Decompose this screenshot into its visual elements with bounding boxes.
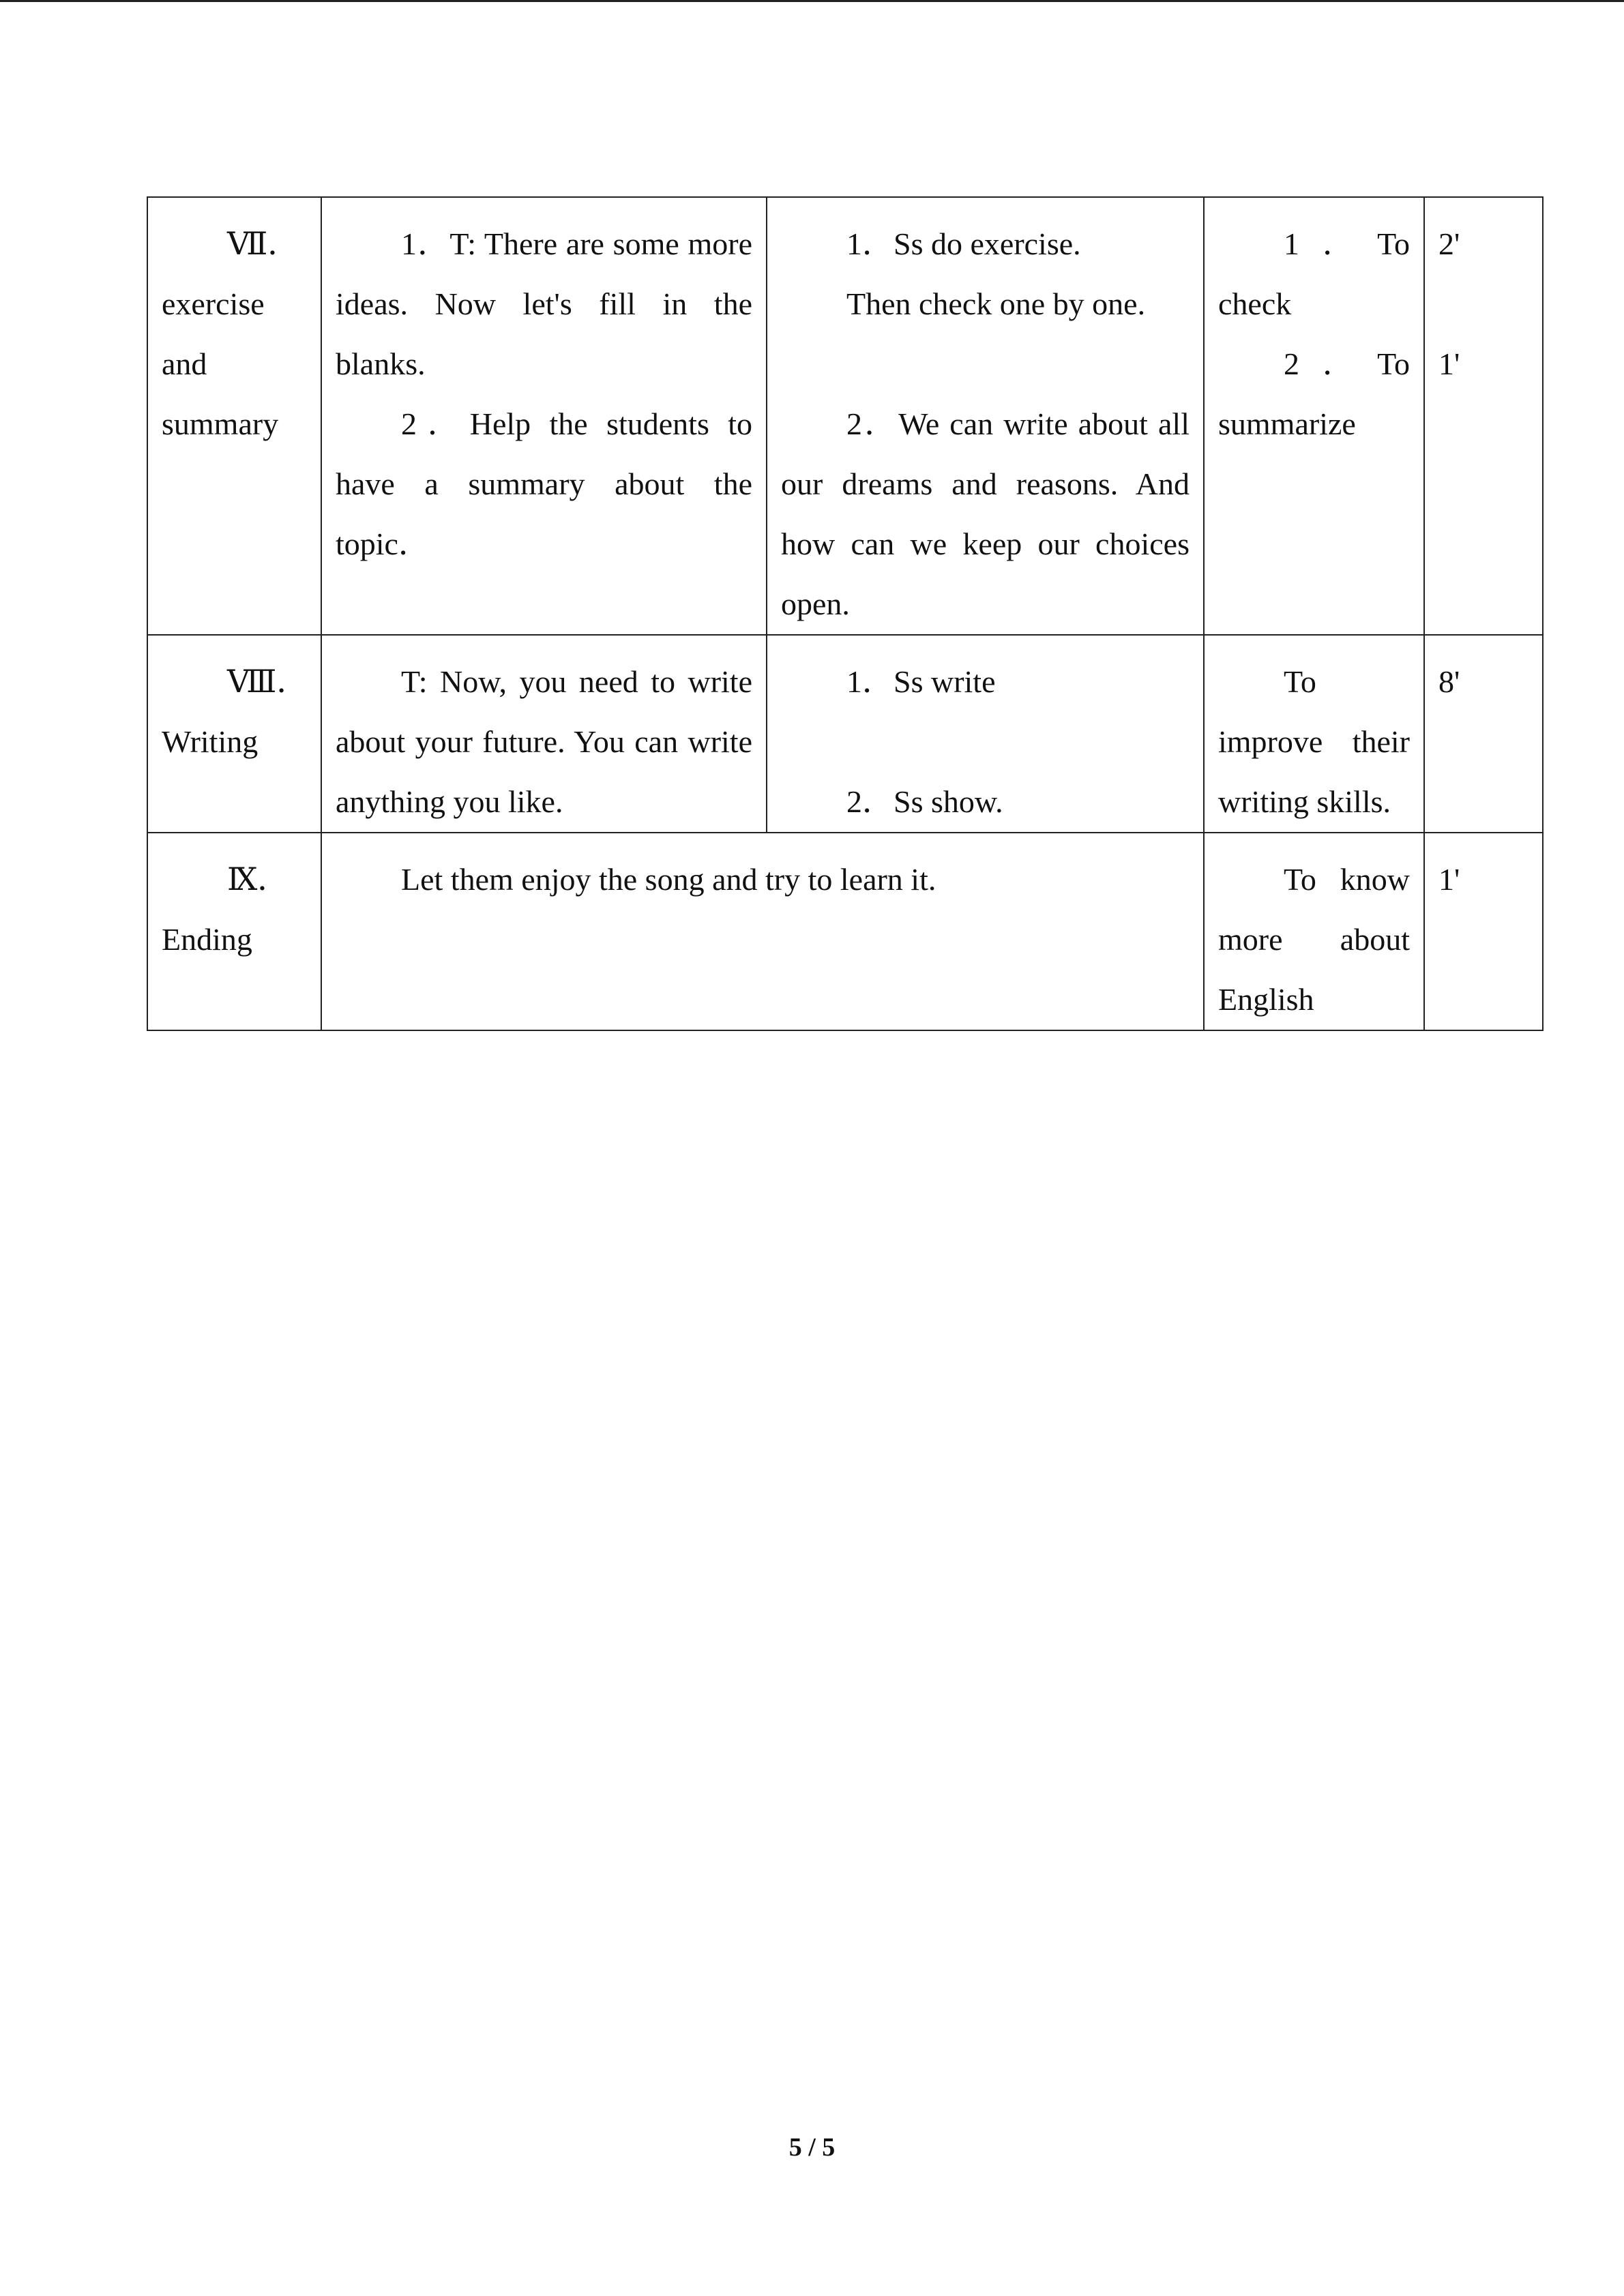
purpose-cell	[1204, 833, 1424, 1030]
teacher-step: 1．T: There are some more ideas. Now let's fill in the blanks.	[336, 226, 752, 381]
purpose-item: To improve their writing skills.	[1218, 664, 1410, 819]
student-step: 2．We can write about all our dreams and reasons. And how can we keep our choices open.	[781, 406, 1190, 621]
time-value: 1'	[1438, 862, 1460, 897]
table-row	[147, 833, 1543, 1030]
page-number: 5 / 5	[788, 2133, 836, 2162]
teacher-step: T: Now, you need to write about your future. You can write anything you like.	[336, 664, 752, 819]
student-step: 1．Ss do exercise.	[846, 226, 1081, 261]
time-cell	[1424, 635, 1543, 833]
student-step: 1．Ss write	[846, 664, 996, 699]
activity-cell-merged	[321, 833, 1204, 1030]
stage-name-line: Ending	[162, 922, 252, 957]
stage-name-line: Writing	[162, 724, 259, 759]
teacher-activity-cell	[321, 635, 767, 833]
stage-cell	[147, 833, 321, 1030]
stage-number: Ⅶ．	[227, 226, 299, 261]
time-cell	[1424, 197, 1543, 635]
purpose-cell	[1204, 197, 1424, 635]
student-activity-cell	[767, 635, 1204, 833]
purpose-item: 2．To summarize	[1218, 346, 1410, 441]
stage-number: Ⅸ．	[227, 862, 289, 897]
teacher-step: 2．Help the students to have a summary about the topic．	[336, 406, 752, 561]
purpose-cell	[1204, 635, 1424, 833]
student-activity-cell	[767, 197, 1204, 635]
time-cell	[1424, 833, 1543, 1030]
time-value: 8'	[1438, 664, 1460, 699]
activity-text: Let them enjoy the song and try to learn it.	[401, 862, 936, 897]
time-value: 1'	[1438, 346, 1460, 381]
stage-name-line: exercise	[162, 286, 265, 321]
stage-cell	[147, 197, 321, 635]
student-step-continued: Then check one by one.	[846, 286, 1146, 321]
student-step: 2．Ss show.	[846, 784, 1003, 819]
page-top-border	[0, 0, 1624, 2]
time-value: 2'	[1438, 226, 1460, 261]
purpose-item: 1．To check	[1218, 226, 1410, 321]
stage-name-line: summary	[162, 406, 279, 441]
stage-name-line: and	[162, 346, 207, 381]
table-row	[147, 635, 1543, 833]
stage-cell	[147, 635, 321, 833]
teacher-activity-cell	[321, 197, 767, 635]
purpose-item: To know more about English	[1218, 862, 1410, 1017]
lesson-plan-table	[147, 196, 1544, 1031]
stage-number: Ⅷ．	[227, 664, 308, 699]
table-row	[147, 197, 1543, 635]
